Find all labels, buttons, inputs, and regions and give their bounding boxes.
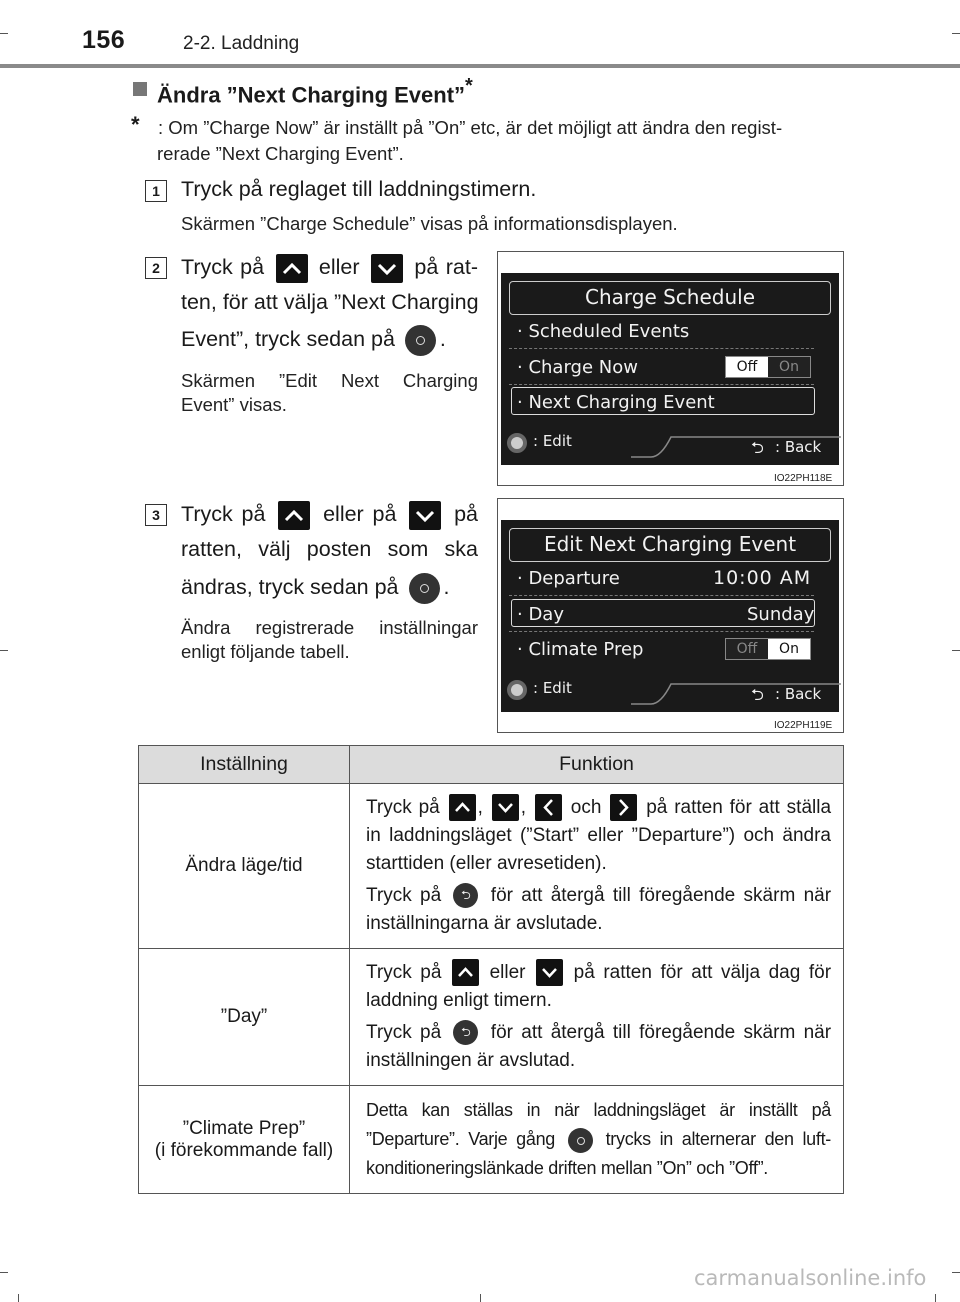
table-cell-setting xyxy=(139,1086,350,1194)
step-text-line xyxy=(181,254,478,283)
function-paragraph xyxy=(366,1096,831,1183)
heading-square-icon xyxy=(133,82,147,96)
footnote-marker: * xyxy=(131,112,140,137)
back-button-icon: ⮌ xyxy=(453,883,478,908)
function-paragraph xyxy=(366,794,831,878)
divider xyxy=(509,348,814,349)
setting-line: ”Climate Prep” xyxy=(182,1117,306,1139)
step-text-part: . xyxy=(443,575,450,600)
text-part: Detta kan ställas in när laddningsläget är inställt på ”Departure”. Varje gång xyxy=(366,1100,831,1149)
screen-title: Edit Next Charging Event xyxy=(543,532,797,556)
chevron-down-icon xyxy=(409,501,441,530)
ok-button-icon xyxy=(409,573,440,604)
divider xyxy=(509,595,814,596)
image-code: IO22PH118E xyxy=(774,473,833,484)
menu-item: · Departure xyxy=(517,568,620,589)
menu-item: · Scheduled Events xyxy=(517,321,690,342)
chevron-up-icon xyxy=(449,794,476,821)
menu-item-value: 10:00 AM xyxy=(713,567,812,589)
back-hint: : Back xyxy=(775,685,822,703)
crop-mark xyxy=(0,33,8,34)
charge-now-toggle xyxy=(725,356,811,378)
text-part: Tryck på xyxy=(366,962,442,983)
chevron-down-icon xyxy=(536,959,563,986)
back-arrow-icon: ⮌ xyxy=(751,438,764,457)
edit-hint: : Edit xyxy=(533,432,572,450)
footnote-line: rerade ”Next Charging Event”. xyxy=(157,143,404,164)
chevron-up-icon xyxy=(452,959,479,986)
step-text-part: ändras, tryck sedan på xyxy=(181,575,399,600)
crop-mark xyxy=(480,1294,481,1302)
screen-title: Charge Schedule xyxy=(584,285,756,309)
step-text-part: eller på xyxy=(323,502,397,527)
heading-text: Ändra ”Next Charging Event” xyxy=(157,82,466,108)
text-part: och xyxy=(570,797,602,818)
function-paragraph xyxy=(366,959,831,1015)
text-part: för att återgå till föregående skärm när inställningen är avslutad. xyxy=(366,1022,832,1071)
step-text-part: . xyxy=(439,327,446,352)
toggle-off: Off xyxy=(726,357,768,377)
text-part: , xyxy=(520,797,527,818)
text-part: Tryck på xyxy=(366,885,442,906)
display-screen xyxy=(501,273,839,465)
table-row xyxy=(139,784,844,949)
step-number: 2 xyxy=(145,257,167,279)
step-subtext: Skärmen ”Edit Next Charging xyxy=(181,370,478,391)
crop-mark xyxy=(935,1294,936,1302)
crop-mark xyxy=(952,650,960,651)
text-part: på ratten för att ställa in laddningsläget (”Start” eller ”Departure”) och ändra starttiden (eller avresetiden). xyxy=(366,797,832,874)
toggle-off: Off xyxy=(726,639,768,659)
step-text-part: på rat- xyxy=(414,255,478,280)
menu-item-value: Sunday xyxy=(747,604,815,625)
divider xyxy=(509,384,814,385)
watermark: carmanualsonline.info xyxy=(694,1266,927,1290)
step-subtext: Ändra registrerade inställningar xyxy=(181,617,478,638)
section-heading xyxy=(157,77,473,108)
table-cell-setting: ”Day” xyxy=(139,949,350,1086)
text-part: på ratten för att välja dag för laddning enligt timern. xyxy=(366,962,832,1011)
toggle-on: On xyxy=(768,639,810,659)
table-cell-function xyxy=(350,949,844,1086)
table-cell-function xyxy=(350,784,844,949)
function-paragraph xyxy=(366,882,831,938)
step-text-part: Tryck på xyxy=(181,502,266,527)
back-button-icon: ⮌ xyxy=(453,1020,478,1045)
crop-mark xyxy=(0,1272,8,1273)
setting-line: (i förekommande fall) xyxy=(154,1139,334,1161)
text-part: Tryck på xyxy=(366,1022,442,1043)
table-cell-function xyxy=(350,1086,844,1194)
step-text: Tryck på reglaget till laddningstimern. xyxy=(181,177,537,201)
step-text-line: ratten, välj posten som ska xyxy=(181,537,478,561)
crop-mark xyxy=(0,650,8,651)
step-subtext: enligt följande tabell. xyxy=(181,641,350,662)
header-rule xyxy=(0,64,960,68)
step-text-line xyxy=(181,325,446,356)
chevron-right-icon xyxy=(610,794,637,821)
chevron-up-icon xyxy=(278,501,310,530)
step-number: 3 xyxy=(145,504,167,526)
divider xyxy=(509,631,814,632)
step-text-line: ten, för att välja ”Next Charging xyxy=(181,290,479,314)
image-code: IO22PH119E xyxy=(774,720,833,731)
back-hint: : Back xyxy=(775,438,822,456)
table-row xyxy=(139,1086,844,1194)
step-subtext: Skärmen ”Charge Schedule” visas på informationsdisplayen. xyxy=(181,213,678,234)
text-part: , xyxy=(477,797,483,818)
display-screen xyxy=(501,520,839,712)
edit-hint: : Edit xyxy=(533,679,572,697)
toggle-on: On xyxy=(768,357,810,377)
crop-mark xyxy=(18,1294,19,1302)
climate-prep-toggle xyxy=(725,638,811,660)
step-text-part: på xyxy=(454,502,478,527)
menu-item: · Climate Prep xyxy=(517,639,644,660)
text-part: trycks in alternerar den luft-konditioneringslänkade driften mellan ”On” och ”Off”. xyxy=(366,1129,831,1178)
page-number: 156 xyxy=(82,26,126,54)
ok-button-icon xyxy=(405,325,436,356)
back-arrow-icon: ⮌ xyxy=(751,685,764,704)
screen-figure xyxy=(497,251,844,486)
chevron-down-icon xyxy=(492,794,519,821)
menu-item-selected: · Day xyxy=(517,604,564,625)
screen-figure xyxy=(497,498,844,733)
footnote-line: : Om ”Charge Now” är inställt på ”On” etc, är det möjligt att ändra den regist- xyxy=(158,117,783,138)
dial-icon xyxy=(507,433,527,453)
heading-star: * xyxy=(465,75,473,97)
table-row xyxy=(139,949,844,1086)
text-part: eller xyxy=(489,962,526,983)
step-text-line xyxy=(181,573,449,604)
menu-item-selected: · Next Charging Event xyxy=(517,392,715,413)
settings-table xyxy=(138,745,844,1194)
table-header-row xyxy=(139,746,844,784)
function-paragraph xyxy=(366,1019,831,1075)
menu-item: · Charge Now xyxy=(517,357,638,378)
text-part: för att återgå till föregående skärm när inställningarna är avslutade. xyxy=(366,885,832,934)
chevron-up-icon xyxy=(276,254,308,283)
chevron-left-icon xyxy=(535,794,562,821)
step-text-part: eller xyxy=(318,255,360,280)
crop-mark xyxy=(952,33,960,34)
table-header: Funktion xyxy=(350,746,844,784)
table-cell-setting: Ändra läge/tid xyxy=(139,784,350,949)
crop-mark xyxy=(952,1272,960,1273)
chevron-down-icon xyxy=(371,254,403,283)
ok-button-icon xyxy=(568,1128,593,1153)
step-text-line xyxy=(181,501,478,530)
step-text-part: Event”, tryck sedan på xyxy=(181,327,395,352)
table-header: Inställning xyxy=(139,746,350,784)
section-title: 2-2. Laddning xyxy=(183,33,300,54)
text-part: Tryck på xyxy=(366,797,440,818)
step-number: 1 xyxy=(145,180,167,202)
step-text-part: Tryck på xyxy=(181,255,265,280)
dial-icon xyxy=(507,680,527,700)
step-subtext: Event” visas. xyxy=(181,394,287,415)
